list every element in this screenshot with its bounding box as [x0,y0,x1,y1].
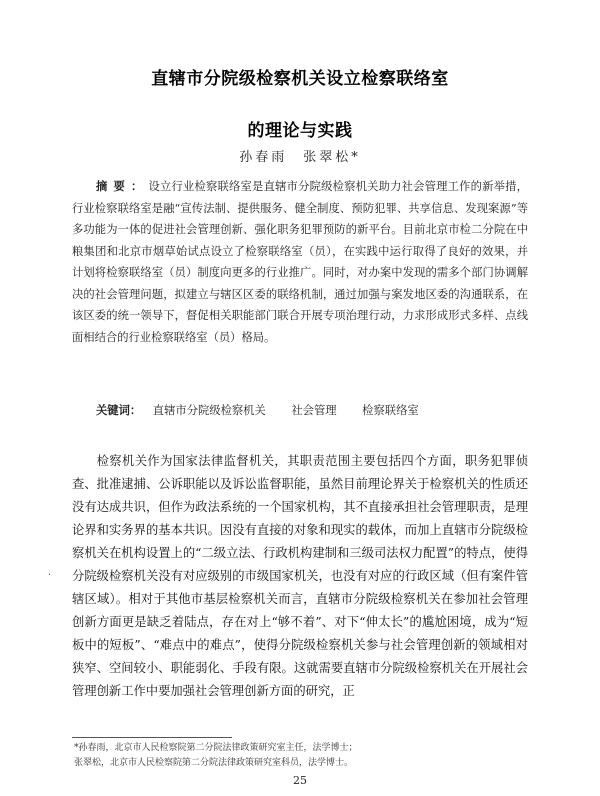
paper-title-line-2: 的理论与实践 [247,121,353,141]
footnotes [74,741,528,771]
paper-title-line-1: 直辖市分院级检察机关设立检察联络室 [151,69,449,89]
keywords-label: 关键词： [96,403,142,417]
footnote: 张翠松，北京市人民检察院第二分院法律政策研究室科员，法学博士。 [74,758,354,768]
keyword: 直辖市分院级检察机关 [152,404,266,417]
abstract [72,176,528,348]
margin-mark: . [48,567,52,578]
authors: 孙春雨 张翠松* [239,150,361,165]
page-number: 25 [293,774,307,787]
body-paragraph: 检察机关作为国家法律监督机关，其职责范围主要包括四个方面，职务犯罪侦查、批准逮捕、公诉职能以及诉讼监督职能，虽然目前理论界关于检察机关的性质还没有达成共识，但作为政法系统的一个国家机构，其不直接承担社会管理职责，是理论界和实务界的基本共识。因没有直接的对象和现实的载体，而加上直辖市分院级检察机关在机构设置上的“二级立法、行政机构建制和三级司法权力配置”的特点，使得分院级检察机关没有对应级别的市级国家机关，也没有对应的行政区域（但有案件管辖区域）。相对于其他市基层检察机关而言，直辖市分院级检察机关在参加社会管理创新方面更是缺乏着陆点，存在对上“够不着”、对下“伸太长”的尴尬困境，成为“短板中的短板”、“难点中的难点”，使得分院级检察机关参与社会管理创新的领域相对狭窄、空间较小、职能弱化、手段有限。这就需要直辖市分院级检察机关在开展社会管理创新工作中要加强社会管理创新方面的研究，正 [72,454,528,698]
keyword: 社会管理 [291,404,337,417]
footnote-divider [72,737,232,738]
abstract-text: 设立行业检察联络室是直辖市分院级检察机关助力社会管理工作的新举措，行业检察联络室是融“宣传法制、提供服务、健全制度、预防犯罪、共享信息、发现案源”等多功能为一体的促进社会管理创新、强化职务犯罪预防的新平台。目前北京市检二分院在中粮集团和北京市烟草始试点设立了检察联络室（员），在实践中运行取得了良好的效果，并计划将检察联络室（员）制度向更多的行业推广。同时，对办案中发现的需多个部门协调解决的社会管理问题，拟建立与辖区区委的联络机制，通过加强与案发地区委的沟通联系，在该区委的统一领导下，督促相关职能部门联合开展专项治理行动，力求形成形式多样、点线面相结合的行业检察联络室（员）格局。 [72,180,528,344]
abstract-label: 摘要： [96,179,149,193]
footnote: *孙春雨，北京市人民检察院第二分院法律政策研究室主任，法学博士； [74,743,358,753]
keywords [96,402,528,418]
keyword: 检察联络室 [362,404,419,417]
